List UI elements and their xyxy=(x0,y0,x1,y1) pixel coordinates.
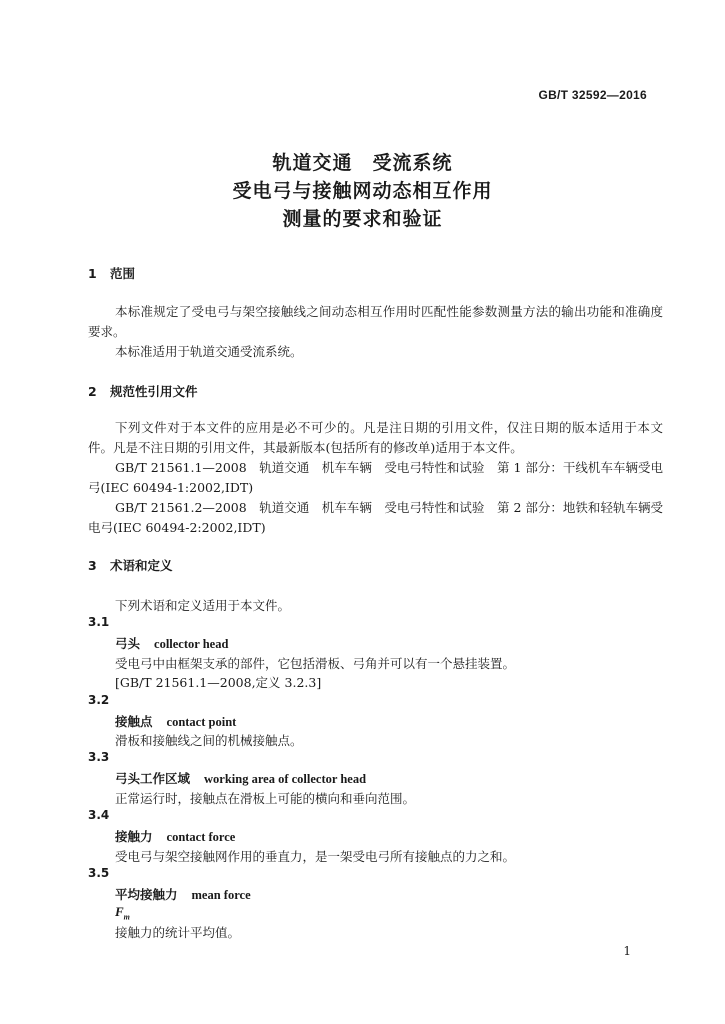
term-heading xyxy=(115,712,236,730)
term-number: 3.4 xyxy=(88,808,110,822)
section-title: 术语和定义 xyxy=(110,558,173,573)
term-heading xyxy=(115,885,251,903)
term-number: 3.5 xyxy=(88,866,110,880)
term-definition: 滑板和接触线之间的机械接触点。 xyxy=(115,733,303,748)
term-en: collector head xyxy=(154,637,229,651)
term-zh: 弓头 xyxy=(115,636,141,651)
section-title: 范围 xyxy=(110,266,136,281)
title-line-3: 测量的要求和验证 xyxy=(282,208,443,230)
term-zh: 弓头工作区域 xyxy=(115,771,191,786)
term-definition: 受电弓与架空接触网作用的垂直力，是一架受电弓所有接触点的力之和。 xyxy=(115,849,516,864)
page-number: 1 xyxy=(623,944,631,958)
term-heading xyxy=(115,827,235,845)
section-1-paragraph-1: 本标准规定了受电弓与架空接触线之间动态相互作用时匹配性能参数测量方法的输出功能和准确度要求。 xyxy=(88,304,663,339)
section-number: 3 xyxy=(88,558,97,573)
term-number: 3.1 xyxy=(88,615,110,629)
term-definition: 接触力的统计平均值。 xyxy=(115,925,241,940)
term-zh: 平均接触力 xyxy=(115,887,178,902)
term-heading xyxy=(115,634,228,652)
term-en: working area of collector head xyxy=(204,772,367,786)
term-en: contact force xyxy=(166,830,236,844)
section-2-intro: 下列文件对于本文件的应用是必不可少的。凡是注日期的引用文件，仅注日期的版本适用于本文件。凡是不注日期的引用文件，其最新版本(包括所有的修改单)适用于本文件。 xyxy=(88,420,663,455)
term-zh: 接触力 xyxy=(115,829,153,844)
symbol-letter: F xyxy=(115,904,124,919)
term-number: 3.3 xyxy=(88,750,110,764)
term-heading xyxy=(115,769,366,787)
section-3-heading xyxy=(88,556,173,574)
term-en: contact point xyxy=(166,715,237,729)
section-title: 规范性引用文件 xyxy=(110,384,198,399)
section-1-paragraph-2: 本标准适用于轨道交通受流系统。 xyxy=(115,344,303,359)
title-line-2: 受电弓与接触网动态相互作用 xyxy=(232,180,493,202)
term-en: mean force xyxy=(191,888,251,902)
symbol-subscript: m xyxy=(123,912,130,922)
section-2-heading xyxy=(88,382,198,400)
term-definition: 正常运行时，接触点在滑板上可能的横向和垂向范围。 xyxy=(115,791,416,806)
section-1-heading xyxy=(88,264,135,282)
term-symbol xyxy=(115,904,130,922)
term-definition: 受电弓中由框架支承的部件，它包括滑板、弓角并可以有一个悬挂装置。 xyxy=(115,656,516,671)
section-3-intro: 下列术语和定义适用于本文件。 xyxy=(115,598,291,613)
section-number: 2 xyxy=(88,384,97,399)
term-source: [GB/T 21561.1—2008,定义 3.2.3] xyxy=(115,675,322,690)
normative-reference-2: GB/T 21561.2—2008 轨道交通 机车车辆 受电弓特性和试验 第 2 部分：地铁和轻轨车辆受电弓(IEC 60494-2:2002,IDT) xyxy=(88,500,663,535)
term-zh: 接触点 xyxy=(115,714,153,729)
section-number: 1 xyxy=(88,266,97,281)
term-number: 3.2 xyxy=(88,693,110,707)
title-line-1: 轨道交通 受流系统 xyxy=(272,152,453,174)
standard-code: GB/T 32592—2016 xyxy=(538,88,647,102)
normative-reference-1: GB/T 21561.1—2008 轨道交通 机车车辆 受电弓特性和试验 第 1 部分：干线机车车辆受电弓(IEC 60494-1:2002,IDT) xyxy=(88,460,663,495)
